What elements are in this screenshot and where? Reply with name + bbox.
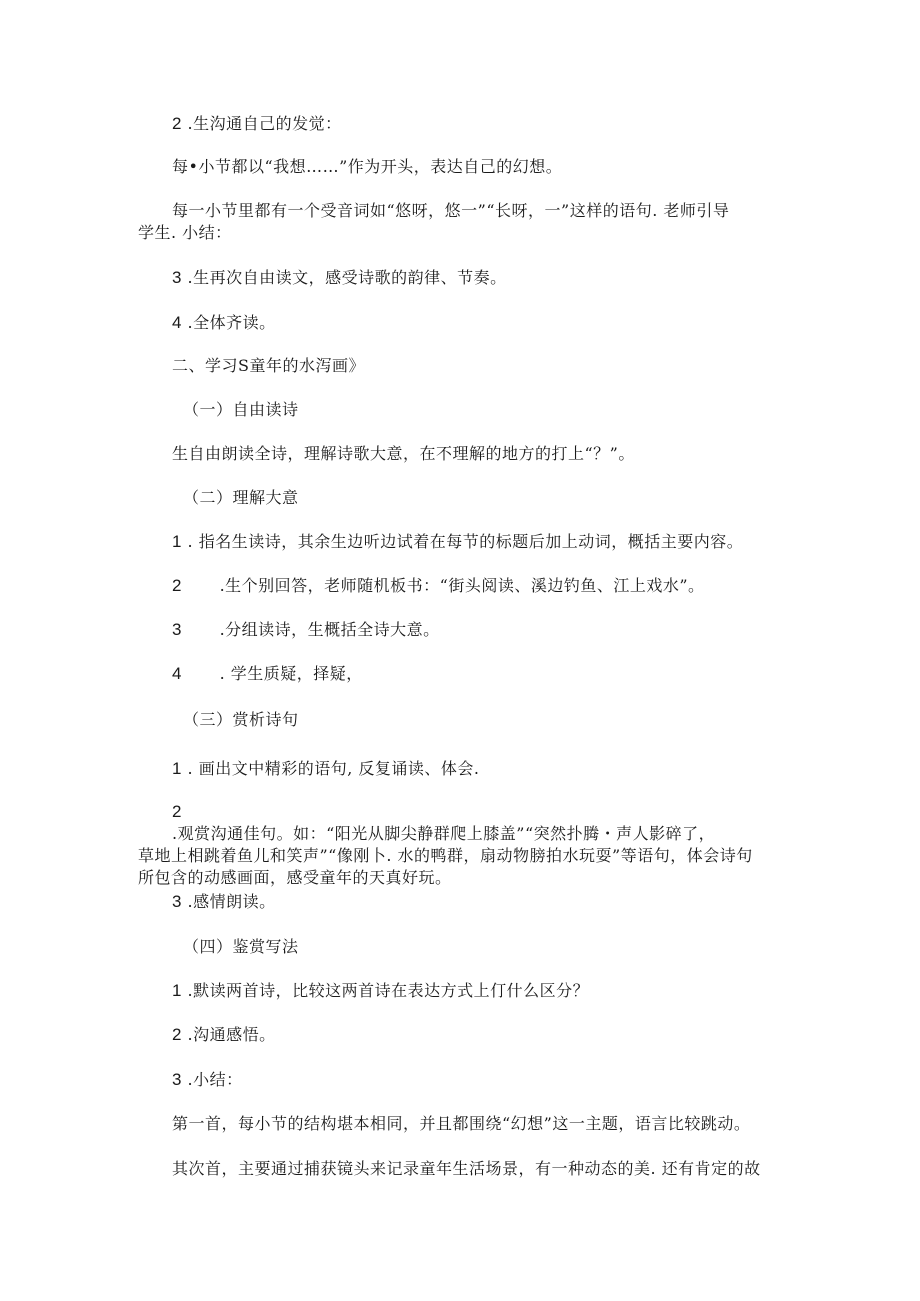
paragraph-text: 第一首，每小节的结构堪本相同，并且都围绕“幻想”这一主题，语言比较跳动。	[172, 1114, 751, 1133]
step-text: .生再次自由读文，感受诗歌的韵律、节奏。	[181, 268, 507, 287]
paragraph-line: 每一小节里都有一个受音词如“悠呀，悠一”“长呀，一”这样的语句. 老师引导	[172, 201, 730, 220]
step-number: 2	[172, 114, 182, 133]
paragraph-text: 其次首，主要通过捕获镜头来记录童年生活场景，有一种动态的美. 还有肯定的故	[172, 1159, 761, 1178]
paragraph-line: 草地上相跳着鱼儿和笑声”“像刚卜. 水的鸭群，扇动物膀拍水玩耍”等语句，体会诗句	[138, 846, 753, 865]
paragraph-line: 学生. 小结：	[138, 223, 232, 242]
step-text: .感情朗读。	[181, 892, 276, 911]
step-number: 3	[172, 620, 182, 639]
paragraph-wish	[172, 157, 562, 177]
step-text: .沟通感悟。	[181, 1025, 276, 1044]
paragraph-free-reading	[172, 444, 635, 464]
paragraph-line: 所包含的动感画面，感受童年的天真好玩。	[138, 868, 452, 887]
step-number: 2	[172, 802, 182, 821]
step-text: .分组读诗，生概括全诗大意。	[214, 620, 440, 639]
step-questions	[172, 664, 363, 684]
paragraph-second-poem	[172, 1159, 761, 1179]
paragraph-repetition	[138, 200, 730, 244]
step-number: 4	[172, 664, 182, 683]
step-number: 3	[172, 892, 182, 911]
step-share-insights	[172, 1025, 276, 1045]
section-heading-2	[172, 356, 365, 376]
step-text: .全体齐读。	[181, 313, 276, 332]
step-number: 1	[172, 759, 182, 778]
step-name-reading	[172, 532, 743, 552]
subsection-heading-2	[183, 488, 299, 508]
step-emotional-reading	[172, 892, 276, 912]
step-number: 2	[172, 1025, 182, 1044]
step-number: 1	[172, 532, 182, 551]
step-text: .生个别回答，老师随机板书：“街头阅读、溪边钓鱼、江上戏水”。	[214, 576, 705, 595]
paragraph-text: 每•小节都以“我想……”作为开头，表达自己的幻想。	[172, 157, 563, 176]
subsection-heading-1	[183, 400, 299, 420]
step-share-discovery	[172, 114, 342, 134]
step-mark-sentences	[172, 759, 480, 779]
step-number: 1	[172, 981, 182, 1000]
paragraph-first-poem	[172, 1114, 750, 1134]
step-number: 3	[172, 1070, 182, 1089]
step-compare-poems	[172, 981, 589, 1001]
subsection-heading-4	[183, 937, 299, 957]
paragraph-text: 生自由朗读全诗，理解诗歌大意，在不理解的地方的打上“？”。	[172, 444, 635, 463]
heading-text: （一）自由读诗	[183, 400, 299, 419]
step-group-reading	[172, 620, 440, 640]
step-text: . 学生质疑，择疑，	[214, 664, 363, 683]
step-text: . 画出文中精彩的语句, 反复诵读、体会.	[181, 759, 480, 778]
step-text: .观赏沟通佳句。如：“阳光从脚尖静群爬上膝盖”“突然扑腾・声人影碎了，	[172, 824, 716, 843]
heading-text: 二、学习S童年的水泻画》	[172, 356, 365, 375]
step-appreciate-sentences	[138, 801, 753, 889]
step-number: 3	[172, 268, 182, 287]
step-text: .小结：	[181, 1070, 243, 1089]
step-summary	[172, 1070, 243, 1090]
heading-text: （二）理解大意	[183, 488, 299, 507]
step-text: .默读两首诗，比较这两首诗在表达方式上仃什么区分？	[181, 981, 590, 1000]
step-number: 4	[172, 313, 182, 332]
step-reread	[172, 268, 507, 288]
step-text: . 指名生读诗，其余生边听边试着在每节的标题后加上动词，概括主要内容。	[181, 532, 744, 551]
step-answers	[172, 576, 705, 596]
subsection-heading-3	[183, 710, 299, 730]
step-number: 2	[172, 576, 182, 595]
heading-text: （四）鉴赏写法	[183, 937, 299, 956]
heading-text: （三）赏析诗句	[183, 710, 299, 729]
step-text: .生沟通自己的发觉：	[181, 114, 342, 133]
step-read-together	[172, 313, 276, 333]
